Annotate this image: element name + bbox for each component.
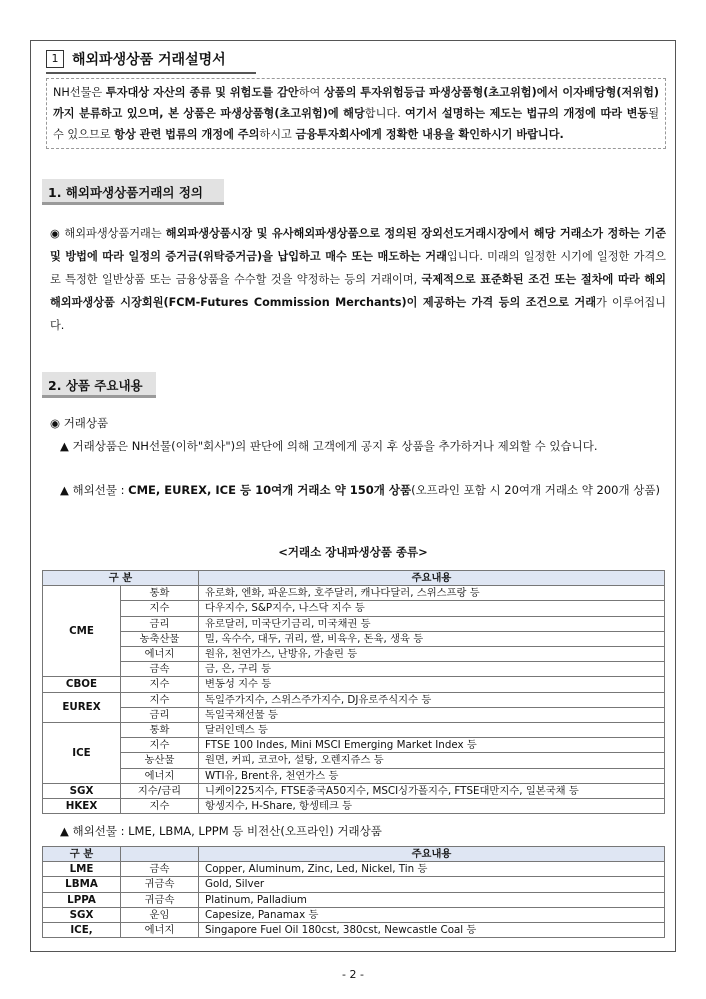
table1-content: 항셍지수, H-Share, 항셍테크 등: [199, 799, 665, 814]
table1-type: 금리: [121, 616, 199, 631]
section2-heading-text: 2. 상품 주요내용: [48, 378, 143, 393]
table1-type: 농축산물: [121, 631, 199, 646]
table1-type: 금리: [121, 707, 199, 722]
table1-row: [43, 631, 665, 646]
section2-sub: ◉ 거래상품: [50, 416, 109, 430]
title-text: 해외파생상품 거래설명서: [72, 52, 226, 68]
table2-type: 운임: [121, 907, 199, 922]
table1-type: 에너지: [121, 647, 199, 662]
table1-type: 지수: [121, 692, 199, 707]
table1-row: [43, 738, 665, 753]
table1-type: 통화: [121, 586, 199, 601]
table1-row: [43, 753, 665, 768]
table1-row: [43, 677, 665, 692]
table1-type: 지수: [121, 799, 199, 814]
table2-content: Gold, Silver: [199, 877, 665, 892]
table1-row: [43, 616, 665, 631]
table1-row: [43, 647, 665, 662]
table2-type: 에너지: [121, 923, 199, 938]
table1-exchange: EUREX: [43, 692, 121, 722]
table1-content: 니케이225지수, FTSE중국A50지수, MSCI싱가폴지수, FTSE대만지수, 일본국채 등: [199, 783, 665, 798]
table1-row: [43, 707, 665, 722]
table2-content: Platinum, Palladium: [199, 892, 665, 907]
table1-row: [43, 723, 665, 738]
table1-type: 통화: [121, 723, 199, 738]
bullet-3: ▲ 해외선물 : LME, LBMA, LPPM 등 비전산(오프라인) 거래상품: [60, 824, 382, 838]
table1-content: WTI유, Brent유, 천연가스 등: [199, 768, 665, 783]
table1-type: 에너지: [121, 768, 199, 783]
table2-row: [43, 862, 665, 877]
table2-header-content: 주요내용: [199, 847, 665, 862]
table2-exchange: LBMA: [43, 877, 121, 892]
table2-content: Capesize, Panamax 등: [199, 907, 665, 922]
table-caption: <거래소 장내파생상품 종류>: [278, 545, 428, 559]
table1-content: 독일국채선물 등: [199, 707, 665, 722]
table1-type: 지수: [121, 677, 199, 692]
table1-row: [43, 799, 665, 814]
table1-content: 원유, 천연가스, 난방유, 가솔린 등: [199, 647, 665, 662]
section2-heading: [42, 372, 156, 398]
table2-row: [43, 892, 665, 907]
section1-paragraph: ◉ 해외파생상품거래는 해외파생상품시장 및 유사해외파생상품으로 정의된 장외선도거래시장에서 해당 거래소가 정하는 기준 및 방법에 따라 일정의 증거금(위탁증거금)을 납입하고 매수 또는 매도하는 거래입니다. 미래의 일정한 시기에 일정한 가격으로 특정한 일반상품 또는 금융상품을 수수할 것을 약정하는 등의 거래이며, 국제적으로 표준화된 조건 또는 절차에 따라 해외 해외파생상품 시장회원(FCM-Futures Commission Merchants)이 제공하는 가격 등의 조건으로 거래가 이루어집니다.: [50, 227, 667, 332]
bullet-2: ▲ 해외선물 : CME, EUREX, ICE 등 10여개 거래소 약 150개 상품(오프라인 포함 시 20여개 거래소 약 200개 상품): [60, 483, 660, 497]
table1-content: 다우지수, S&P지수, 나스닥 지수 등: [199, 601, 665, 616]
section1-heading: [42, 179, 224, 205]
table1-content: 변동성 지수 등: [199, 677, 665, 692]
table2-exchange: LPPA: [43, 892, 121, 907]
page-number: - 2 -: [342, 968, 364, 981]
table1-type: 지수: [121, 601, 199, 616]
table1-content: 유로달러, 미국단기금리, 미국채권 등: [199, 616, 665, 631]
table1-header-content: 주요내용: [199, 571, 665, 586]
table2-type: 귀금속: [121, 877, 199, 892]
exchange-products-table: [42, 570, 665, 814]
table1-content: 원면, 커피, 코코아, 설탕, 오렌지쥬스 등: [199, 753, 665, 768]
table2-content: Singapore Fuel Oil 180cst, 380cst, Newcastle Coal 등: [199, 923, 665, 938]
table1-row: [43, 783, 665, 798]
table1-type: 금속: [121, 662, 199, 677]
bullet-1: ▲ 거래상품은 NH선물(이하"회사")의 판단에 의해 고객에게 공지 후 상품을 추가하거나 제외할 수 있습니다.: [60, 439, 598, 453]
table1-row: [43, 692, 665, 707]
table2-row: [43, 877, 665, 892]
table1-row: [43, 768, 665, 783]
table1-exchange: SGX: [43, 783, 121, 798]
table2-exchange: ICE,: [43, 923, 121, 938]
table2-row: [43, 907, 665, 922]
table1-content: 밀, 옥수수, 대두, 귀리, 쌀, 비육우, 돈육, 생육 등: [199, 631, 665, 646]
table1-content: 유로화, 엔화, 파운드화, 호주달러, 캐나다달러, 스위스프랑 등: [199, 586, 665, 601]
table1-exchange: ICE: [43, 723, 121, 784]
table2-exchange: LME: [43, 862, 121, 877]
section1-heading-text: 1. 해외파생상품거래의 정의: [48, 185, 203, 200]
table1-content: 달러인덱스 등: [199, 723, 665, 738]
table1-content: 금, 은, 구리 등: [199, 662, 665, 677]
table2-content: Copper, Aluminum, Zinc, Led, Nickel, Tin 등: [199, 862, 665, 877]
table1-type: 지수/금리: [121, 783, 199, 798]
notice-box: NH선물은 투자대상 자산의 종류 및 위험도를 감안하여 상품의 투자위험등급 파생상품형(초고위험)에서 이자배당형(저위험)까지 분류하고 있으며, 본 상품은 파생상품형(초고위험)에 해당합니다. 여기서 설명하는 제도는 법규의 개정에 따라 변동될 수 있으므로 항상 관련 법류의 개정에 주의하시고 금융투자회사에게 정확한 내용을 확인하시기 바랍니다.: [46, 78, 666, 149]
page-title: [46, 46, 256, 74]
table1-content: 독일주가지수, 스위스주가지수, DJ유로주식지수 등: [199, 692, 665, 707]
table1-type: 농산물: [121, 753, 199, 768]
table1-header-category: 구 분: [43, 571, 199, 586]
table2-type: 귀금속: [121, 892, 199, 907]
table1-row: [43, 586, 665, 601]
table1-exchange: CBOE: [43, 677, 121, 692]
offline-products-table: [42, 846, 665, 938]
table1-exchange: HKEX: [43, 799, 121, 814]
table2-exchange: SGX: [43, 907, 121, 922]
table1-type: 지수: [121, 738, 199, 753]
table2-header-category: 구 분: [43, 847, 121, 862]
table1-exchange: CME: [43, 586, 121, 677]
table2-row: [43, 923, 665, 938]
table1-row: [43, 662, 665, 677]
table1-row: [43, 601, 665, 616]
table1-content: FTSE 100 Indes, Mini MSCI Emerging Market Index 등: [199, 738, 665, 753]
table2-type: 금속: [121, 862, 199, 877]
title-number: 1: [46, 50, 64, 68]
